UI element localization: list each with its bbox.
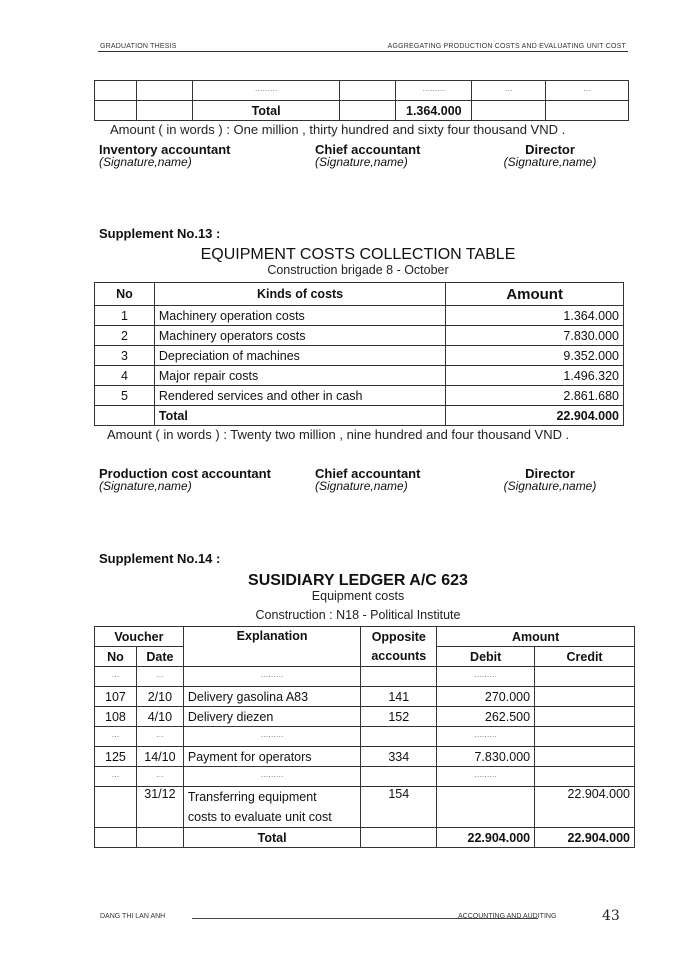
header-opposite: Opposite: [361, 627, 437, 647]
signature-sub: (Signature,name): [503, 479, 597, 493]
header-debit: Debit: [437, 647, 535, 667]
header-left: GRADUATION THESIS: [100, 43, 177, 50]
table-header-row: [95, 283, 624, 306]
header-date: Date: [136, 647, 183, 667]
signature-title: Director: [525, 466, 575, 481]
table-cell: .........: [396, 81, 472, 101]
total-label: Total: [192, 101, 340, 121]
signature-title: Inventory accountant: [99, 142, 231, 157]
signature-sub: (Signature,name): [99, 479, 192, 493]
total-label: Total: [154, 406, 445, 426]
header-credit: Credit: [535, 647, 635, 667]
page-footer: [98, 908, 620, 927]
footer-department: ACCOUNTING AND AUDITING: [458, 913, 557, 920]
ledger-table: [94, 626, 635, 848]
ledger-title: SUSIDIARY LEDGER A/C 623: [248, 572, 468, 589]
header-kind: Kinds of costs: [154, 283, 445, 306]
table-title: EQUIPMENT COSTS COLLECTION TABLE: [200, 246, 516, 263]
header-explanation: Explanation: [183, 627, 360, 667]
equipment-costs-table: [94, 282, 624, 426]
total-value: 1.364.000: [396, 101, 472, 121]
supplement-label: Supplement No.13 :: [99, 226, 221, 241]
signature-sub: (Signature,name): [315, 479, 408, 493]
table-subtitle: Construction brigade 8 - October: [267, 263, 449, 277]
table-row: 125 14/10 Payment for operators 334 7.830.000: [95, 747, 635, 767]
table-row-total: [95, 828, 635, 848]
total-label: Total: [183, 828, 360, 848]
table-row: [95, 81, 629, 101]
top-table: [94, 80, 629, 121]
table-header-row: [95, 627, 635, 647]
signature-sub: (Signature,name): [315, 155, 408, 169]
signature-block: [495, 466, 605, 493]
table-row: 107 2/10 Delivery gasolina A83 141 270.000: [95, 687, 635, 707]
total-debit: 22.904.000: [437, 828, 535, 848]
amount-in-words: Amount ( in words ) : Twenty two million , nine hundred and four thousand VND .: [107, 427, 570, 442]
table-row-total: [95, 101, 629, 121]
table-row: ... ... ......... .........: [95, 767, 635, 787]
total-value: 22.904.000: [446, 406, 624, 426]
signature-block: [315, 466, 420, 493]
table-header-row: [95, 647, 635, 667]
page-header: [98, 40, 628, 52]
table-row: 1 Machinery operation costs 1.364.000: [95, 306, 624, 326]
table-cell: .........: [192, 81, 340, 101]
supplement-label: Supplement No.14 :: [99, 551, 221, 566]
table-row: 3 Depreciation of machines 9.352.000: [95, 346, 624, 366]
header-no: No: [95, 647, 137, 667]
signature-block: [99, 466, 271, 493]
amount-in-words: Amount ( in words ) : One million , thirty hundred and sixty four thousand VND .: [110, 122, 566, 137]
signature-title: Chief accountant: [315, 466, 421, 481]
table-cell: ...: [546, 81, 629, 101]
table-row: ... ... ......... .........: [95, 727, 635, 747]
table-row: 31/12 Transferring equipment costs to evaluate unit cost 154 22.904.000: [95, 787, 635, 828]
signature-sub: (Signature,name): [503, 155, 597, 169]
table-row-total: [95, 406, 624, 426]
header-amount: Amount: [437, 627, 635, 647]
total-credit: 22.904.000: [535, 828, 635, 848]
table-row: 2 Machinery operators costs 7.830.000: [95, 326, 624, 346]
header-accounts: accounts: [361, 647, 437, 667]
header-amount: Amount: [446, 283, 624, 306]
ledger-subtitle: Equipment costs: [311, 589, 405, 603]
footer-author: DANG THI LAN ANH: [100, 913, 166, 920]
signature-sub: (Signature,name): [99, 155, 192, 169]
table-row: 5 Rendered services and other in cash 2.861.680: [95, 386, 624, 406]
signature-title: Production cost accountant: [99, 466, 271, 481]
table-row: 108 4/10 Delivery diezen 152 262.500: [95, 707, 635, 727]
signature-title: Chief accountant: [315, 142, 421, 157]
header-no: No: [95, 283, 155, 306]
header-voucher: Voucher: [95, 627, 184, 647]
signature-block: [315, 142, 420, 169]
table-cell: ...: [472, 81, 546, 101]
header-right: AGGREGATING PRODUCTION COSTS AND EVALUATING UNIT COST: [387, 43, 626, 50]
table-row: 4 Major repair costs 1.496.320: [95, 366, 624, 386]
signature-block: [99, 142, 230, 169]
signature-block: [495, 142, 605, 169]
ledger-construction: Construction : N18 - Political Institute: [255, 608, 461, 622]
signature-title: Director: [525, 142, 575, 157]
table-row: ... ... ......... .........: [95, 667, 635, 687]
page-number: 43: [602, 908, 620, 924]
